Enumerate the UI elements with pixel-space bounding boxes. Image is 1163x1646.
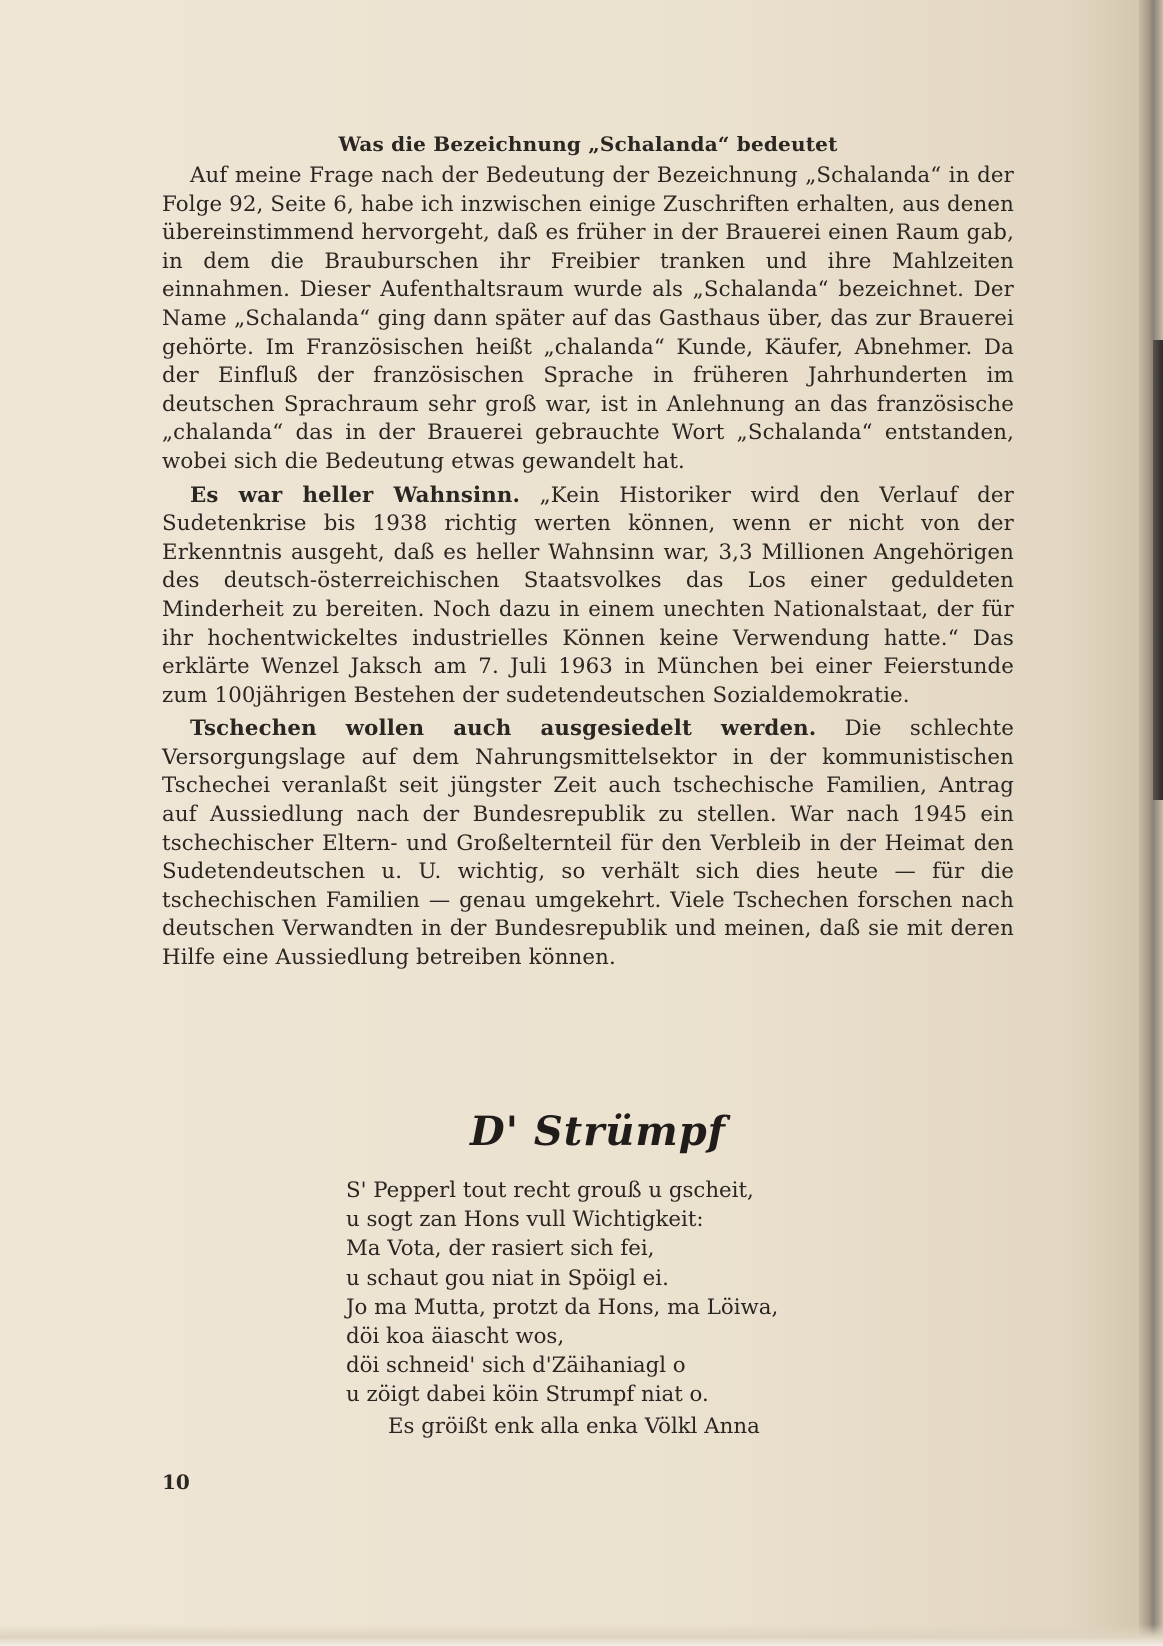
paragraph-body-tschechen: Die schlechte Versorgungslage auf dem Nahrungsmittelsektor in der kommunistischen Tschechei veranlaßt seit jüngster Zeit auch tschechische Familien, Antrag auf Aussiedlung nach der Bundesrepublik zu stellen. War nach 1945 ein tschechischer Eltern- und Großelternteil für den Verbleib in der Heimat den Sudetendeutschen u. U. wichtig, so verhält sich dies heute — für die tschechischen Familien — genau umgekehrt. Viele Tschechen forschen nach deutschen Verwandten in der Bundesrepublik und meinen, daß sie mit deren Hilfe eine Aussiedlung betreiben können. xyxy=(162,716,1014,971)
article-paragraph-tschechen xyxy=(162,715,1014,972)
page-bottom-edge xyxy=(0,1624,1163,1646)
poem-line: Ma Vota, der rasiert sich fei, xyxy=(346,1236,655,1262)
poem-line: döi koa äiascht wos, xyxy=(346,1324,565,1350)
article-heading: Was die Bezeichnung „Schalanda“ bedeutet xyxy=(338,132,838,156)
poem-line: u zöigt dabei köin Strumpf niat o. xyxy=(346,1382,709,1408)
book-binding xyxy=(1139,0,1163,1646)
binding-shadow xyxy=(1153,340,1163,800)
article-column xyxy=(162,132,1014,978)
article-paragraph-schalanda: Auf meine Frage nach der Bedeutung der Bezeichnung „Schalanda“ in der Folge 92, Seite 6, habe ich inzwischen einige Zuschriften erhalten, aus denen übereinstimmend hervorgeht, daß es früher in der Brauerei einen Raum gab, in dem die Brauburschen ihr Freibier tranken und ihre Mahlzeiten einnahmen. Dieser Aufenthaltsraum wurde als „Schalanda“ bezeichnet. Der Name „Schalanda“ ging dann später auf das Gasthaus über, das zur Brauerei gehörte. Im Französischen heißt „chalanda“ Kunde, Käufer, Abnehmer. Da der Einfluß der französischen Sprache in früheren Jahrhunderten im deutschen Sprachraum sehr groß war, ist in Anlehnung an das französische „chalanda“ das in der Brauerei gebrauchte Wort „Schalanda“ entstanden, wobei sich die Bedeutung etwas gewandelt hat. xyxy=(162,163,1014,474)
poem-line: u schaut gou niat in Spöigl ei. xyxy=(346,1265,669,1291)
article-paragraph-wahnsinn xyxy=(162,482,1014,711)
paragraph-lead-wahnsinn: Es war heller Wahnsinn. xyxy=(190,482,521,508)
poem-body xyxy=(346,1176,866,1410)
poem-line: S' Pepperl tout recht grouß u gscheit, xyxy=(346,1178,754,1203)
poem-line: döi schneid' sich d'Zäihaniagl o xyxy=(346,1353,686,1379)
poem-signature: Es gröißt enk alla enka Völkl Anna xyxy=(388,1414,760,1439)
paragraph-body-wahnsinn: „Kein Historiker wird den Verlauf der Sudetenkrise bis 1938 richtig werten können, wenn er nicht von der Erkenntnis ausgeht, daß es heller Wahnsinn war, 3,3 Millionen Angehörigen des deutsch-österreichischen Staatsvolkes das Los einer geduldeten Minderheit zu bereiten. Noch dazu in einem unechten Nationalstaat, der für ihr hochentwickeltes industrielles Können keine Verwendung hatte.“ Das erklärte Wenzel Jaksch am 7. Juli 1963 in München bei einer Feierstunde zum 100jährigen Bestehen der sudetendeutschen Sozialdemokratie. xyxy=(162,482,1014,708)
poem-title: D' Strümpf xyxy=(470,1108,726,1155)
poem-line: Jo ma Mutta, protzt da Hons, ma Löiwa, xyxy=(346,1294,779,1320)
page-number: 10 xyxy=(162,1470,190,1494)
poem-line: u sogt zan Hons vull Wichtigkeit: xyxy=(346,1207,704,1233)
paragraph-lead-tschechen: Tschechen wollen auch ausgesiedelt werden. xyxy=(190,716,817,742)
